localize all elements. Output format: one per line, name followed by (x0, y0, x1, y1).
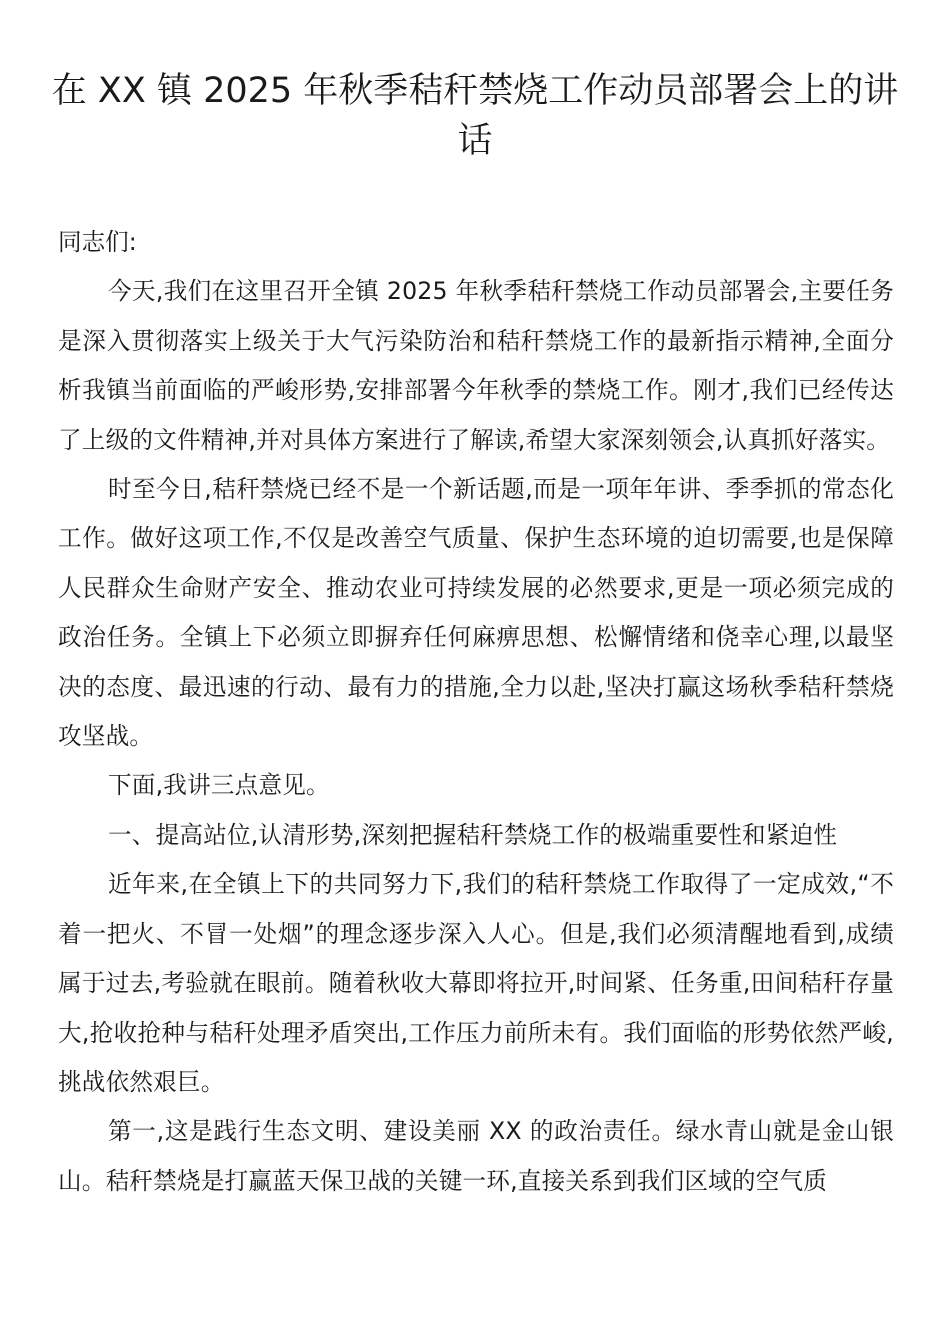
salutation: 同志们: (58, 228, 137, 256)
section-heading: 一、提高站位,认清形势,深刻把握秸秆禁烧工作的极端重要性和紧迫性 (108, 820, 838, 849)
document-title: 在 XX 镇 2025 年秋季秸秆禁烧工作动员部署会上的讲话 (51, 71, 899, 161)
paragraph: 下面,我讲三点意见。 (108, 771, 330, 800)
paragraph: 第一,这是践行生态文明、建设美丽 XX 的政治责任。绿水青山就是金山银山。秸秆禁烧是打赢蓝天保卫战的关键一环,直接关系到我们区域的空气质 (58, 1117, 894, 1195)
paragraph: 今天,我们在这里召开全镇 2025 年秋季秸秆禁烧工作动员部署会,主要任务是深入贯彻落实上级关于大气污染防治和秸秆禁烧工作的最新指示精神,全面分析我镇当前面临的严峻形势,安排部署今年秋季的禁烧工作。刚才,我们已经传达了上级的文件精神,并对具体方案进行了解读,希望大家深刻领会,认真抓好落实。 (58, 277, 894, 454)
paragraph: 近年来,在全镇上下的共同努力下,我们的秸秆禁烧工作取得了一定成效,“不着一把火、不冒一处烟”的理念逐步深入人心。但是,我们必须清醒地看到,成绩属于过去,考验就在眼前。随着秋收大幕即将拉开,时间紧、任务重,田间秸秆存量大,抢收抢种与秸秆处理矛盾突出,工作压力前所未有。我们面临的形势依然严峻,挑战依然艰巨。 (58, 870, 894, 1096)
document-body (58, 218, 894, 1206)
paragraph: 时至今日,秸秆禁烧已经不是一个新话题,而是一项年年讲、季季抓的常态化工作。做好这项工作,不仅是改善空气质量、保护生态环境的迫切需要,也是保障人民群众生命财产安全、推动农业可持续发展的必然要求,更是一项必须完成的政治任务。全镇上下必须立即摒弃任何麻痹思想、松懈情绪和侥幸心理,以最坚决的态度、最迅速的行动、最有力的措施,全力以赴,坚决打赢这场秋季秸秆禁烧攻坚战。 (58, 475, 894, 751)
